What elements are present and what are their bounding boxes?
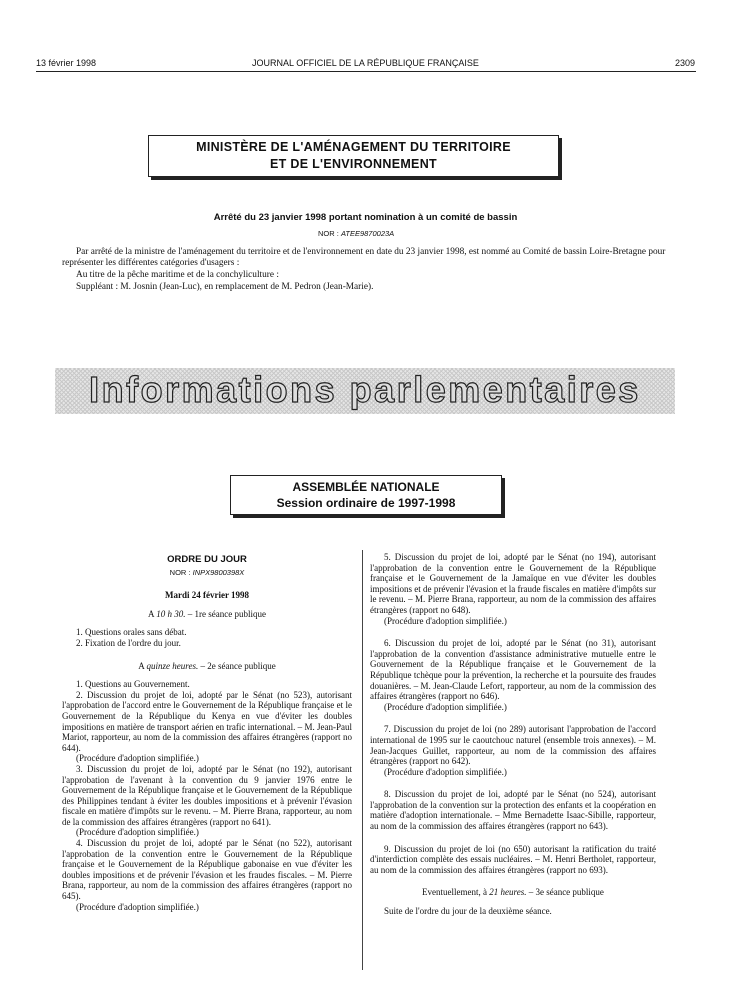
arrete-paragraph-3: Suppléant : M. Josnin (Jean-Luc), en remplacement de M. Pedron (Jean-Marie). [76, 282, 374, 292]
header-page-number: 2309 [674, 58, 695, 68]
section-banner [55, 368, 675, 414]
ordre-nor-code: INPX9800398X [192, 567, 245, 577]
seance-2-item-7: 7. Discussion du projet de loi (no 289) autorisant l'approbation de l'accord international de 1995 sur le caoutchouc naturel (ensemble trois annexes). – M. Jean-Jacques Guillet, rapporteur, au nom de la commission des affaires étrangères (rapport no 642). [370, 724, 656, 767]
seance-2-post: – 2e séance publique [198, 660, 276, 671]
seance-3-time: 21 heures. [489, 887, 527, 898]
seance-3-heading [370, 887, 656, 898]
seance-1-pre: A [148, 608, 157, 619]
seance-2-item-5: 5. Discussion du projet de loi, adopté par le Sénat (no 194), autorisant l'approbation de la convention entre le Gouvernement de la République française et le Gouvernement de la Jamaïque en vue d'éviter les doubles impositions et de prévenir l'évasion et la fraude fiscales en matière d'impôts sur le revenu. – M. Pierre Brana, rapporteur, au nom de la commission des affaires étrangères (rapport no 648). [370, 552, 656, 615]
column-divider [362, 550, 363, 970]
assemblee-session: Session ordinaire de 1997-1998 [276, 496, 456, 510]
seance-2-item-3-procedure: (Procédure d'adoption simplifiée.) [76, 827, 199, 838]
left-column [62, 555, 352, 912]
seance-date: Mardi 24 février 1998 [164, 590, 250, 601]
seance-2-time: quinze heures. [146, 660, 199, 671]
seance-2-item-6-procedure: (Procédure d'adoption simplifiée.) [384, 701, 507, 712]
seance-2-item-2: 2. Discussion du projet de loi, adopté par le Sénat (no 523), autorisant l'approbation de l'accord entre le Gouvernement de la République française et le Gouvernement de la République du Kenya en vue d'éviter les doubles impositions en matière de transport aérien en trafic international. – M. Jean-Paul Mariot, rapporteur, au nom de la commission des affaires étrangères (rapport no 644). [62, 689, 352, 753]
seance-2-item-4: 4. Discussion du projet de loi, adopté par le Sénat (no 522), autorisant l'approbation de la convention entre le Gouvernement de la République française et le Gouvernement de la République gabonaise en vue d'éviter les doubles impositions et de prévenir l'évasion et les fraudes fiscales. – M. Pierre Brana, rapporteur, au nom de la commission des affaires étrangères (rapport no 645). [62, 838, 352, 902]
ordre-nor-label: NOR : [169, 567, 191, 577]
seance-1-item-2: 2. Fixation de l'ordre du jour. [76, 637, 181, 648]
section-banner-title: Informations parlementaires [89, 369, 641, 410]
ministry-box [148, 135, 559, 177]
arrete-nor [318, 229, 394, 238]
arrete-paragraph-2: Au titre de la pêche maritime et de la conchyliculture : [76, 270, 279, 280]
seance-3-text: Suite de l'ordre du jour de la deuxième séance. [384, 906, 552, 917]
seance-3-post: – 3e séance publique [526, 887, 604, 898]
arrete-paragraph-1: Par arrêté de la ministre de l'aménagement du territoire et de l'environnement en date du 23 janvier 1998, est nommé au Comité de bassin Loire-Bretagne pour représenter les différentes catégories d'usagers : [62, 247, 666, 268]
seance-2-item-1: 1. Questions au Gouvernement. [76, 679, 190, 690]
seance-2-item-8: 8. Discussion du projet de loi, adopté par le Sénat (no 524), autorisant l'approbation de la convention sur la protection des enfants et la coopération en matière d'adoption internationale. – Mme Bernadette Isaac-Sibille, rapporteur, au nom de la commission des affaires étrangères (rapport no 643). [370, 789, 656, 832]
arrete-nor-label: NOR : [318, 229, 339, 238]
seance-1-post: – 1re séance publique [185, 608, 266, 619]
seance-3-pre: Eventuellement, à [422, 887, 490, 898]
seance-2-item-7-procedure: (Procédure d'adoption simplifiée.) [384, 766, 507, 777]
seance-2-item-6: 6. Discussion du projet de loi, adopté par le Sénat (no 31), autorisant l'approbation de la convention d'assistance administrative mutuelle entre le Gouvernement de la République française et le Gouvernement de la République tchèque pour la prévention, la recherche et la poursuite des fraudes douanières. – M. Jean-Claude Lefort, rapporteur, au nom de la commission des affaires étrangères (rapport no 646). [370, 638, 656, 702]
seance-1-item-1: 1. Questions orales sans débat. [76, 627, 187, 638]
header-date: 13 février 1998 [36, 58, 97, 68]
ministry-line-1: MINISTÈRE DE L'AMÉNAGEMENT DU TERRITOIRE [196, 140, 511, 154]
seance-2-item-2-procedure: (Procédure d'adoption simplifiée.) [76, 753, 199, 764]
ministry-line-2: ET DE L'ENVIRONNEMENT [270, 157, 437, 171]
assemblee-title: ASSEMBLÉE NATIONALE [292, 480, 440, 494]
arrete-nor-code: ATEE9870023A [340, 229, 395, 238]
arrete-title: Arrêté du 23 janvier 1998 portant nomination à un comité de bassin [213, 212, 518, 223]
seance-1-time: 10 h 30. [156, 608, 186, 619]
right-column [370, 552, 656, 917]
seance-2-item-5-procedure: (Procédure d'adoption simplifiée.) [384, 615, 507, 626]
seance-2-item-9: 9. Discussion du projet de loi (no 650) autorisant la ratification du traité d'interdiction complète des essais nucléaires. – M. Henri Bertholet, rapporteur, au nom de la commission des affaires étrangères (rapport no 693). [370, 843, 656, 875]
ordre-du-jour-heading: ORDRE DU JOUR [167, 554, 247, 565]
seance-2-pre: A [138, 660, 147, 671]
ordre-du-jour-nor [62, 568, 352, 579]
seance-2-item-4-procedure: (Procédure d'adoption simplifiée.) [76, 901, 199, 912]
header-rule [36, 71, 696, 72]
seance-1-heading [62, 609, 352, 620]
header-journal-title: JOURNAL OFFICIEL DE LA RÉPUBLIQUE FRANÇAISE [252, 58, 479, 68]
seance-2-heading [62, 661, 352, 672]
seance-2-item-3: 3. Discussion du projet de loi, adopté par le Sénat (no 192), autorisant l'approbation de l'avenant à la convention du 9 janvier 1976 entre le Gouvernement de la République française et le Gouvernement de la République des Philippines tendant à éviter les doubles impositions et à prévenir l'évasion fiscale en matière d'impôts sur le revenu. – M. Pierre Brana, rapporteur, au nom de la commission des affaires étrangères (rapport no 641). [62, 763, 352, 827]
assemblee-box [230, 475, 502, 515]
